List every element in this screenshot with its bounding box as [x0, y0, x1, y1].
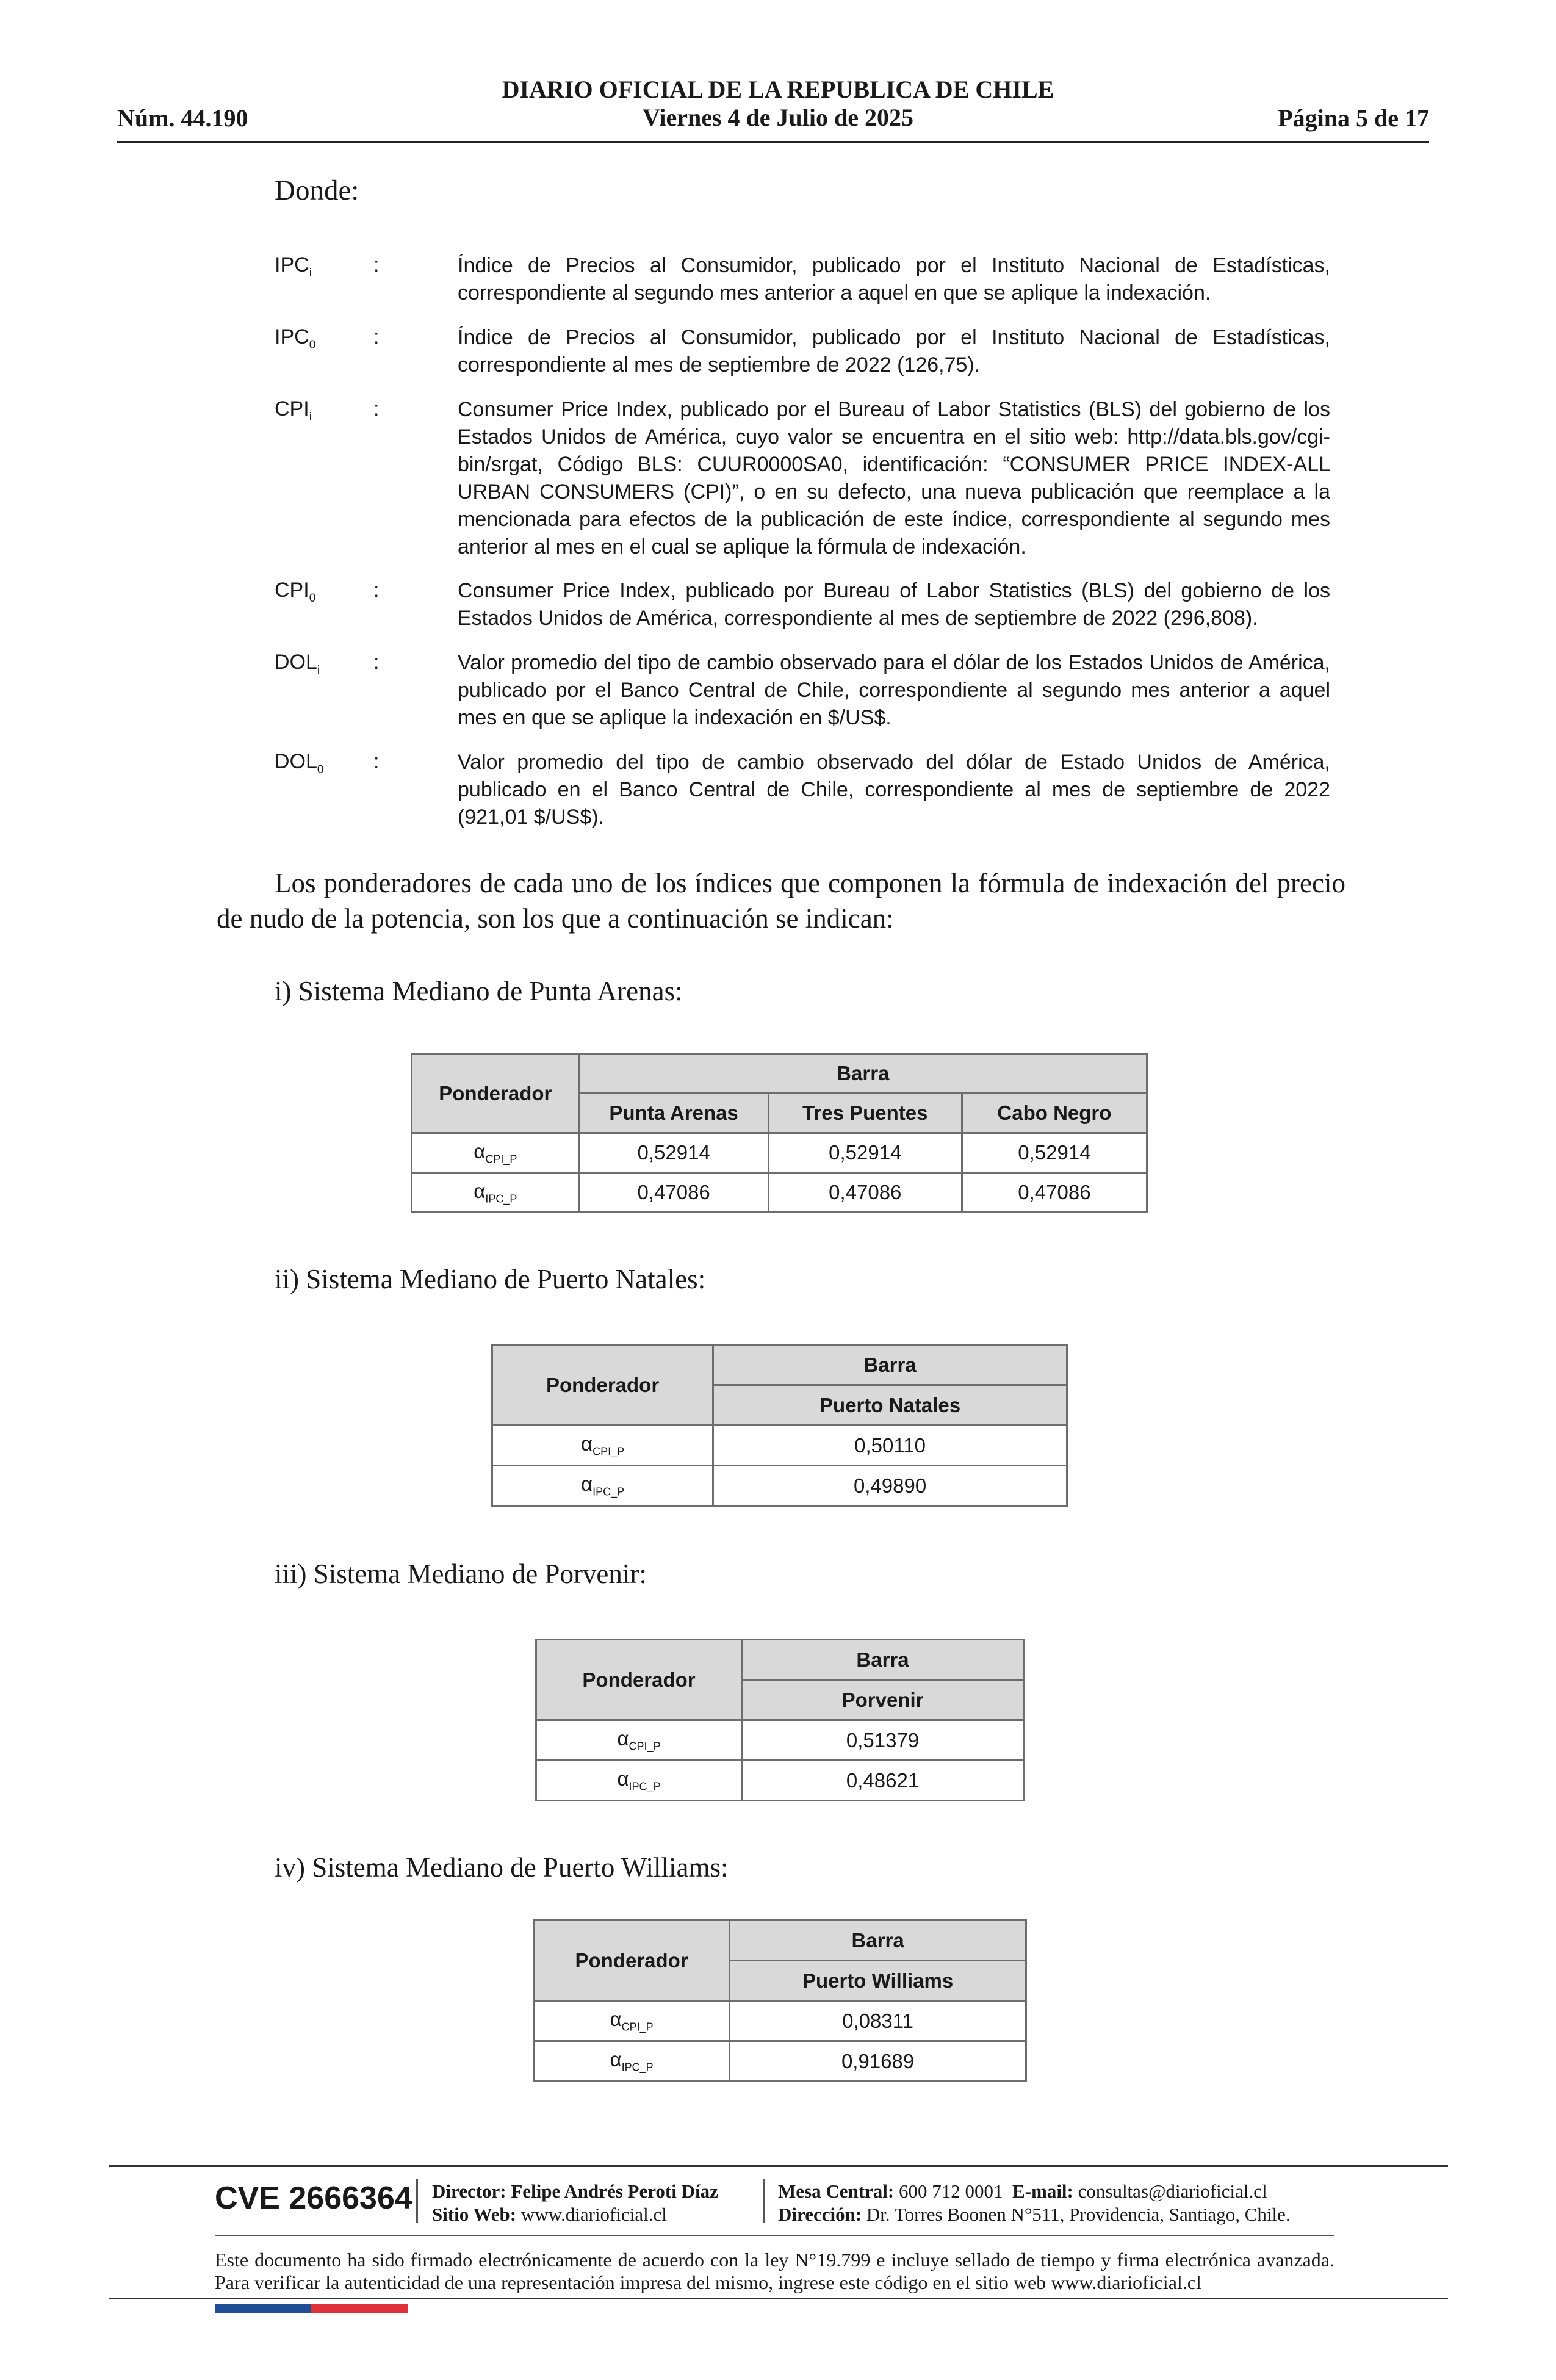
def-colon: : — [373, 651, 380, 674]
def-colon: : — [373, 397, 380, 420]
def-colon: : — [373, 325, 380, 348]
def-symbol: $CPI_i$ — [275, 397, 312, 424]
footer-rule — [215, 2235, 1334, 2236]
table-cell: 0,50110 — [713, 1426, 1067, 1466]
barra-header: Barra — [730, 1920, 1026, 1961]
table-cell: 0,52914 — [579, 1133, 768, 1173]
table-cell: 0,49890 — [713, 1466, 1067, 1506]
flag-stripe-red — [311, 2304, 408, 2313]
issue-number: Núm. 44.190 — [117, 104, 248, 132]
title-line: DIARIO OFICIAL DE LA REPUBLICA DE CHILE — [502, 76, 1054, 103]
table-cell: 0,47086 — [768, 1173, 962, 1213]
table-cell: 0,47086 — [962, 1173, 1147, 1213]
def-colon: : — [373, 253, 380, 276]
cve-code: CVE 2666364 — [215, 2180, 412, 2216]
alpha-ipc-label: $\alpha_{IPC\_P}$ — [412, 1173, 580, 1213]
director-name: Felipe Andrés Peroti Díaz — [511, 2180, 718, 2202]
table-cell: 0,08311 — [730, 2001, 1026, 2041]
column-header: Punta Arenas — [579, 1094, 768, 1133]
alpha-cpi-label: $\alpha_{CPI\_P}$ — [492, 1426, 713, 1466]
footer-rule — [109, 2165, 1448, 2167]
table-cell: 0,48621 — [742, 1761, 1024, 1801]
column-header: Puerto Natales — [713, 1385, 1067, 1426]
website-link[interactable]: www.diarioficial.cl — [520, 2204, 667, 2225]
director-block: Director: Felipe Andrés Peroti Díaz Sitio Web: www.diarioficial.cl — [432, 2180, 718, 2225]
donde-label: Donde: — [275, 175, 359, 206]
table-cell: 0,51379 — [742, 1720, 1024, 1761]
ponderador-header: Ponderador — [492, 1345, 713, 1426]
def-text: Índice de Precios al Consumidor, publicado por el Instituto Nacional de Estadísticas, correspondiente al mes de septiembre de 2022 (126,75). — [458, 326, 1330, 377]
table-row — [534, 2041, 1026, 2082]
alpha-ipc-label: $\alpha_{IPC\_P}$ — [534, 2041, 730, 2082]
weights-table — [411, 1053, 1148, 1213]
section-heading: iv) Sistema Mediano de Puerto Williams: — [275, 1852, 729, 1883]
alpha-ipc-label: $\alpha_{IPC\_P}$ — [536, 1761, 742, 1801]
ponderador-header: Ponderador — [412, 1054, 580, 1133]
ponderadores-paragraph: Los ponderadores de cada uno de los índices que componen la fórmula de indexación del precio de nudo de la potencia, son los que a continuación se indican: — [217, 868, 1345, 934]
barra-header: Barra — [579, 1054, 1147, 1094]
footer-divider — [416, 2179, 418, 2223]
page-number: Página 5 de 17 — [1278, 104, 1429, 132]
table-cell: 0,91689 — [730, 2041, 1026, 2082]
def-text: Valor promedio del tipo de cambio observado del dólar de Estado Unidos de América, publicado en el Banco Central de Chile, correspondiente al mes de septiembre de 2022 (921,01 $/US$). — [458, 751, 1330, 829]
barra-header: Barra — [742, 1640, 1024, 1680]
date-line: Viernes 4 de Julio de 2025 — [642, 104, 914, 131]
alpha-ipc-label: $\alpha_{IPC\_P}$ — [492, 1466, 713, 1506]
header-rule — [117, 141, 1429, 143]
def-text: Índice de Precios al Consumidor, publicado por el Instituto Nacional de Estadísticas, correspondiente al segundo mes anterior a aquel en que se aplique la indexación. — [458, 254, 1330, 305]
table-cell: 0,52914 — [962, 1133, 1147, 1173]
def-colon: : — [373, 579, 380, 602]
column-header: Tres Puentes — [768, 1094, 962, 1133]
barra-header: Barra — [713, 1345, 1067, 1385]
def-symbol: $DOL_i$ — [275, 651, 320, 677]
contact-block: Mesa Central: 600 712 0001 E-mail: consultas@diarioficial.cl Dirección: Dr. Torres Boonen N°511, Providencia, Santiago, Chile. — [778, 2180, 1291, 2225]
def-symbol: $IPC_0$ — [275, 325, 316, 352]
ponderador-header: Ponderador — [534, 1920, 730, 2001]
table-row — [534, 2001, 1026, 2041]
table-row — [492, 1466, 1067, 1506]
footer-divider — [763, 2179, 765, 2223]
ponderador-header: Ponderador — [536, 1640, 742, 1720]
section-heading: i) Sistema Mediano de Punta Arenas: — [275, 976, 683, 1006]
def-colon: : — [373, 750, 380, 773]
def-symbol: $CPI_0$ — [275, 579, 316, 605]
alpha-cpi-label: $\alpha_{CPI\_P}$ — [412, 1133, 580, 1173]
footer-rule — [109, 2298, 1448, 2299]
def-symbol: $DOL_0$ — [275, 750, 324, 776]
column-header: Puerto Williams — [730, 1961, 1026, 2001]
section-heading: iii) Sistema Mediano de Porvenir: — [275, 1559, 647, 1589]
table-cell: 0,52914 — [768, 1133, 962, 1173]
column-header: Cabo Negro — [962, 1094, 1147, 1133]
def-text: Valor promedio del tipo de cambio observado para el dólar de los Estados Unidos de América, publicado por el Banco Central de Chile, correspondiente al segundo mes anterior a aquel mes en que se aplique la indexación en $/US$. — [458, 651, 1330, 729]
weights-table — [535, 1639, 1025, 1801]
email-link[interactable]: consultas@diarioficial.cl — [1078, 2180, 1267, 2202]
table-row — [536, 1720, 1024, 1761]
column-header: Porvenir — [742, 1680, 1024, 1720]
table-row — [412, 1173, 1147, 1213]
alpha-cpi-label: $\alpha_{CPI\_P}$ — [536, 1720, 742, 1761]
table-row — [536, 1761, 1024, 1801]
table-row — [492, 1426, 1067, 1466]
def-text: Consumer Price Index, publicado por el Bureau of Labor Statistics (BLS) del gobierno de los Estados Unidos de América, cuyo valor se encuentra en el sitio web: http://data.bls.gov/cgi-bin/srgat, Código BLS: CUUR0000SA0, identificación: “CONSUMER PRICE INDEX-ALL URBAN CONSUMERS (CPI)”, o en su defecto, una nueva publicación que reemplace a la mencionada para efectos de la publicación de este índice, correspondiente al segundo mes anterior al mes en el cual se aplique la fórmula de indexación. — [458, 398, 1330, 558]
alpha-cpi-label: $\alpha_{CPI\_P}$ — [534, 2001, 730, 2041]
def-text: Consumer Price Index, publicado por Bureau of Labor Statistics (BLS) del gobierno de los Estados Unidos de América, correspondiente al mes de septiembre de 2022 (296,808). — [458, 579, 1330, 630]
weights-table — [533, 1919, 1027, 2082]
def-symbol: $IPC_i$ — [275, 253, 312, 279]
table-cell: 0,47086 — [579, 1173, 768, 1213]
signature-note: Este documento ha sido firmado electrónicamente de acuerdo con la ley N°19.799 e incluye sellado de tiempo y firma electrónica avanzada. Para verificar la autenticidad de una representación impresa del mismo, ingrese este código en el sitio web www.diarioficial.cl — [215, 2249, 1334, 2293]
flag-stripe-blue — [215, 2304, 311, 2313]
section-heading: ii) Sistema Mediano de Puerto Natales: — [275, 1264, 706, 1294]
weights-table — [491, 1344, 1068, 1507]
table-row — [412, 1133, 1147, 1173]
